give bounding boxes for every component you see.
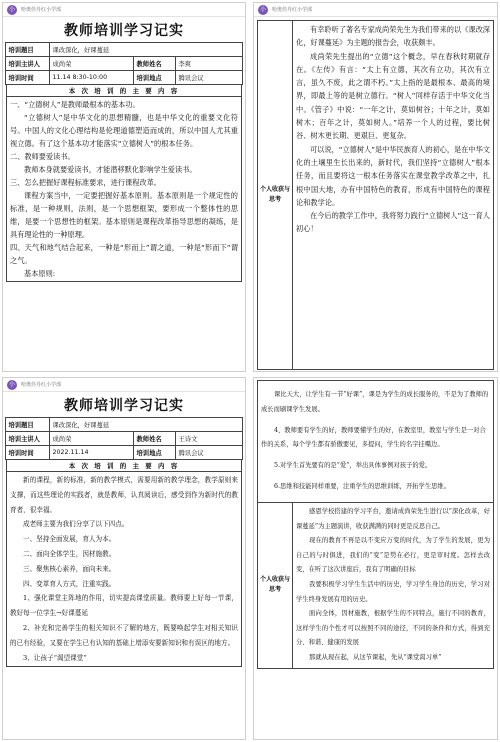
paragraph: 三、聚焦核心素养，面向未来。 [23, 564, 116, 573]
teacher-label: 教师姓名 [134, 432, 176, 446]
content-body [6, 97, 242, 282]
page-header [3, 378, 245, 392]
paragraph: 3、让孩子“渴望课堂” [23, 653, 87, 662]
school-name: 哈奥佳丹红小学部 [21, 7, 62, 13]
topic-value: 课改深化，好课蔓延 [50, 418, 242, 432]
school-logo-icon: 小 [8, 380, 15, 388]
paragraph: 5.对学生首先要有的是“爱”，举出具体事例对孩子的爱。 [274, 462, 432, 470]
info-table [5, 417, 242, 460]
table-row [6, 432, 242, 446]
section-heading: 本 次 培 训 的 主 要 内 容 [6, 85, 242, 97]
place-label: 培训地点 [134, 71, 176, 85]
paragraph: 在今后的教学工作中，我将努力践行“立德树人”这一育人初心！ [296, 211, 490, 234]
host-label: 培训主讲人 [6, 57, 50, 71]
time-value: 11.14 8:30-10:00 [50, 71, 134, 85]
host-label: 培训主讲人 [6, 432, 50, 446]
paragraph: 二、面向全体学生，因材施教。 [23, 549, 116, 558]
school-name: 哈奥佳丹红小学部 [21, 382, 62, 388]
paragraph: 有幸聆听了著名专家成尚荣先生为我们带来的以《课改深化，好课蔓延》为主题的报告会，收获颇丰。 [296, 25, 490, 48]
page-title: 教师培训学习记实 [64, 398, 184, 414]
paragraph: 那就从现在起，从这节课起，先从“课堂渴习单” [309, 653, 442, 661]
school-logo-icon: 小 [259, 5, 266, 13]
paragraph: 二、教师要爱读书。 [10, 152, 75, 161]
paragraph: 面向全体，因材施教，根据学生的不同特点，施行不同的教育，这样学生的个性才可以按照不同的途径，不同的条件和方式，得到充分、和谐、健康的发展 [296, 610, 490, 647]
paragraph: 成老师主要为我们分享了以下四点。 [23, 520, 129, 529]
page-record-2 [2, 377, 246, 740]
info-table [5, 42, 242, 85]
paragraph: 4、教师要有学生的好，教师要懂学生的好，在教室里，教室与学生是一对合作的关系，每个学生都有骄傲要见，多提问，学生的名字挂嘴边。 [261, 426, 486, 449]
paragraph: 四、变革育人方式，注重实践。 [23, 579, 116, 588]
host-value: 成尚荣 [50, 432, 134, 446]
table-row [6, 446, 242, 460]
paragraph: 一、坚持全面发展，育人为本。 [23, 535, 116, 544]
teacher-value: 李爽 [176, 57, 242, 71]
table-row [6, 43, 242, 57]
paragraph: 一、“立德树人”是教师最根本的基本功。 [10, 100, 140, 109]
time-value: 2022.11.14 [50, 446, 134, 460]
reflection-body [293, 21, 493, 369]
paragraph: 新的课程，新的标准，新的教学模式，需要用新的教学理念，教学原则来支撑，而这些理论的实践者，就是教师，认真阅读后，感受到作为新时代的教育者，很幸福。 [10, 476, 238, 514]
topic-label: 培训题目 [6, 418, 50, 432]
page-record-1 [2, 2, 246, 372]
school-logo-icon: 小 [8, 5, 15, 13]
host-value: 成尚荣 [50, 57, 134, 71]
page-reflection-2 [253, 377, 498, 740]
teacher-label: 教师姓名 [134, 57, 176, 71]
reflection-table [257, 20, 494, 370]
paragraph: 课程方案当中，一定要把握好基本原则。基本原则是一个规定性的标准，是一种规则，法则，是一个思想框架，要形成一个整体性的思维，是要一个思想性的框架。基本原则是课程改革指导思想的凝练，是具有理论性的一种原理。 [10, 191, 238, 239]
topic-value: 课改深化，好课蔓延 [50, 43, 242, 57]
reflection-table [257, 503, 494, 669]
page-header [3, 3, 245, 17]
teacher-value: 王诗文 [176, 432, 242, 446]
paragraph: 教师本身就要爱读书，才能潜移默化影响学生爱读书。 [24, 165, 197, 174]
reflection-label: 个人收获与思考 [258, 503, 293, 668]
table-row [6, 57, 242, 71]
place-value: 腾讯会议 [176, 446, 242, 460]
table-row [6, 71, 242, 85]
table-row [6, 418, 242, 432]
paragraph: 成尚荣先生提出的“立德”这个概念，早在春秋时期就存在。《左传》有言：“太上有立德，其次有立功，其次有立言，虽久不废，此之谓不朽。”太上指的是最根本、最高的境界，即最上等的是树立德行。“树人”同样存活于中华文化当中。《管子》中说：“一年之计，莫如树谷；十年之计，莫如树木；百年之计，莫如树人。”培养一个人的过程，要比树谷、树木更长期、更艰巨、更复杂。 [296, 51, 490, 141]
paragraph: 课比天大，让学生有一节“好课”，课是为学生的成长服务的，不是为了教师的成长而刷课学生发展。 [261, 391, 489, 413]
paragraph: 现在的教育不再是以不变应万变的时代，为了学生的发展，更为自己的与时俱进，我们的“变”是势在必行，更是审时度。怎样去改变，在听了这次讲座后，我有了明确的目标 [296, 537, 490, 574]
time-label: 培训时间 [6, 71, 50, 85]
page-reflection-1 [253, 2, 498, 372]
paragraph: 我要积极学习学生生活中的历史，学习学生身边的历史，学习对学生终身发展有用的历史。 [296, 581, 490, 603]
paragraph: 6.思维和技能同样重要，注重学生的思维训练，开拓学生思维。 [274, 483, 451, 491]
content-body [6, 472, 242, 667]
place-value: 腾讯会议 [176, 71, 242, 85]
paragraph: 可以说，“立德树人”是中华民族育人的初心，是在中华文化的土壤里生长出来的，新时代，我们坚持“立德树人”根本任务，而且要将这一根本任务落实在课堂教学改革之中，扎根中国大地，办有中国特色的教育，形成有中国特色的课程论和教学论。 [296, 144, 490, 207]
paragraph: “立德树人”是中华文化的思想精髓，也是中华文化的重要文化符号。中国人的文化心理结构是伦理道德塑造而成的，所以中国人尤其重视立德。有了这个基本功才能落实“立德树人”的根本任务。 [10, 113, 238, 148]
school-name: 哈奥佳丹红小学部 [272, 7, 313, 13]
place-label: 培训地点 [134, 446, 176, 460]
time-label: 培训时间 [6, 446, 50, 460]
topic-label: 培训题目 [6, 43, 50, 57]
paragraph: 基本原则: [24, 269, 56, 278]
page-title: 教师培训学习记实 [64, 23, 184, 39]
reflection-label: 个人收获与思考 [258, 21, 293, 369]
paragraph: 感恩学校搭建的学习平台，邀请成尚荣先生进行以“深化改革，好课蔓延”为主题演讲，收获满满的同时更是反思自己。 [296, 508, 490, 530]
reflection-body [293, 503, 493, 668]
page-header [254, 3, 497, 17]
paragraph: 2、补充和完善学生的相关知识不了解的地方，既要唤起学生对相关知识的已有经验，又要在学生已有认知的基础上增添安要新知识和有误区的地方。 [10, 623, 238, 647]
section-heading: 本 次 培 训 的 主 要 内 容 [6, 460, 242, 472]
paragraph: 1、强化课堂主阵地的作用，切实提高课堂质量。教师要上好每一节课，教好每一位学生→好课蔓延 [10, 594, 238, 618]
paragraph: 三、怎么把握好课程标准要求，进行课程改革。 [10, 178, 161, 187]
paragraph: 四、天气和地气结合起来，一种是“形而上”谓之道，一种是“形而下”谓之气。 [10, 243, 238, 265]
content-continued [257, 380, 494, 503]
